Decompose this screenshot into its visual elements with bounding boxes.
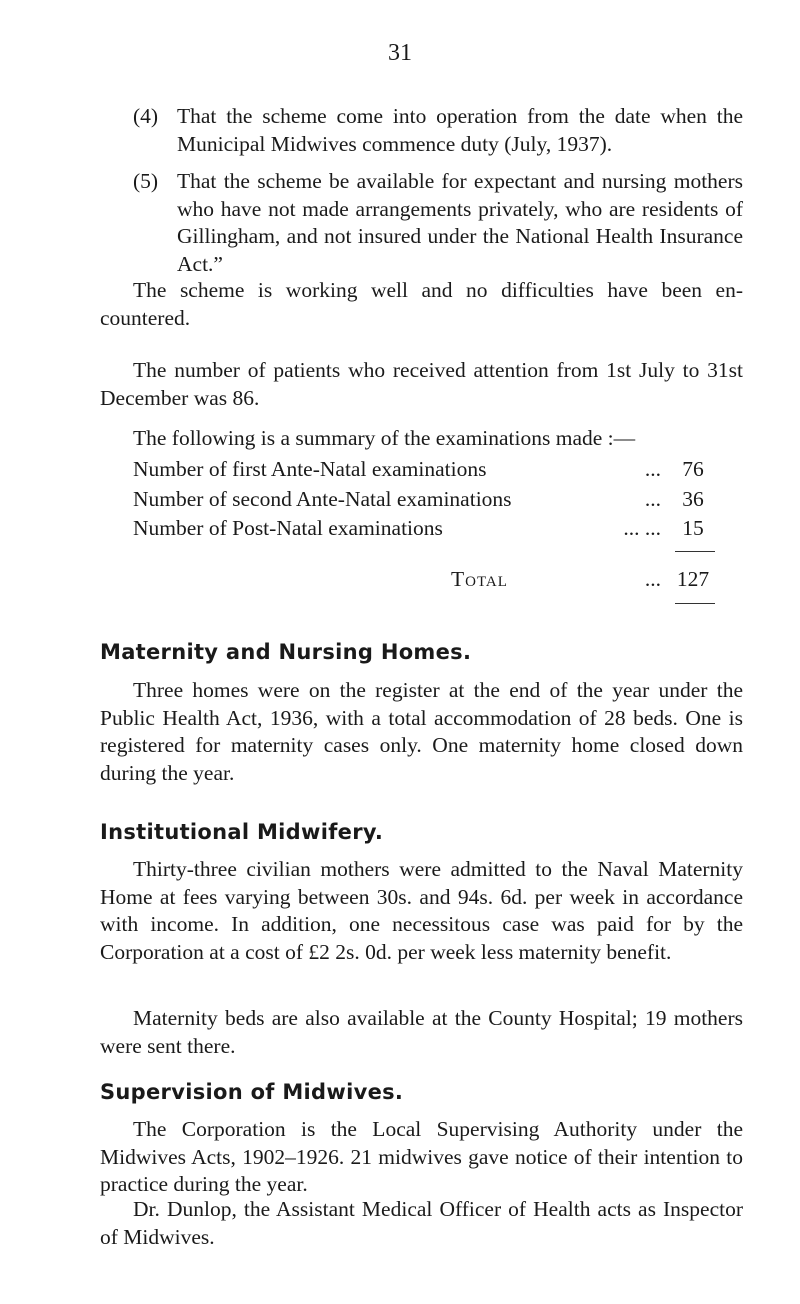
item-number: (4) <box>133 104 159 128</box>
paragraph: The scheme is working well and no difficulties have been en- countered. <box>100 278 743 330</box>
paragraph: The Corporation is the Local Supervising Authority under the Midwives Acts, 1902–1926. 21 midwives gave notice of their intention to practice during the year. <box>100 1117 743 1196</box>
section-heading: Maternity and Nursing Homes. <box>100 640 472 664</box>
row-leader: ... ... <box>623 516 661 540</box>
list-item <box>133 168 743 278</box>
paragraph: Maternity beds are also available at the County Hospital; 19 mothers were sent there. <box>100 1006 743 1058</box>
paragraph: The following is a summary of the examinations made :— <box>133 426 636 450</box>
row-value: 36 <box>682 487 704 511</box>
paragraph: Three homes were on the register at the end of the year under the Public Health Act, 1936, with a total accommodation of 28 beds. One is registered for maternity cases only. One maternity home closed down during the year. <box>100 678 743 785</box>
row-value: 15 <box>682 516 704 540</box>
row-leader: ... <box>644 457 661 481</box>
section-heading: Supervision of Midwives. <box>100 1080 404 1104</box>
total-label: Total <box>451 567 508 591</box>
item-text: That the scheme be available for expectant and nursing mothers who have not made arrangements privately, who are residents of Gillingham, and not insured under the National Health Insurance Act.” <box>177 169 743 276</box>
row-label: Number of Post-Natal examinations <box>133 516 443 540</box>
total-divider <box>675 551 715 552</box>
row-leader: ... <box>644 567 661 591</box>
total-divider <box>675 603 715 604</box>
list-item <box>133 103 743 158</box>
page-number: 31 <box>388 40 412 66</box>
paragraph: Thirty-three civilian mothers were admitted to the Naval Maternity Home at fees varying between 30s. and 94s. 6d. per week in accordance with income. In addition, one necessitous case was paid for by the Corporation at a cost of £2 2s. 0d. per week less maternity benefit. <box>100 857 743 964</box>
paragraph: Dr. Dunlop, the Assistant Medical Officer of Health acts as Inspector of Midwives. <box>100 1197 743 1249</box>
item-number: (5) <box>133 169 159 193</box>
item-text: That the scheme come into operation from the date when the Municipal Midwives commence duty (July, 1937). <box>177 104 743 156</box>
section-heading: Institutional Midwifery. <box>100 820 384 844</box>
row-label: Number of first Ante-Natal examinations <box>133 457 487 481</box>
total-value: 127 <box>676 567 710 591</box>
row-label: Number of second Ante-Natal examinations <box>133 487 512 511</box>
row-leader: ... <box>644 487 661 511</box>
row-value: 76 <box>682 457 704 481</box>
paragraph: The number of patients who received attention from 1st July to 31st December was 86. <box>100 358 743 410</box>
